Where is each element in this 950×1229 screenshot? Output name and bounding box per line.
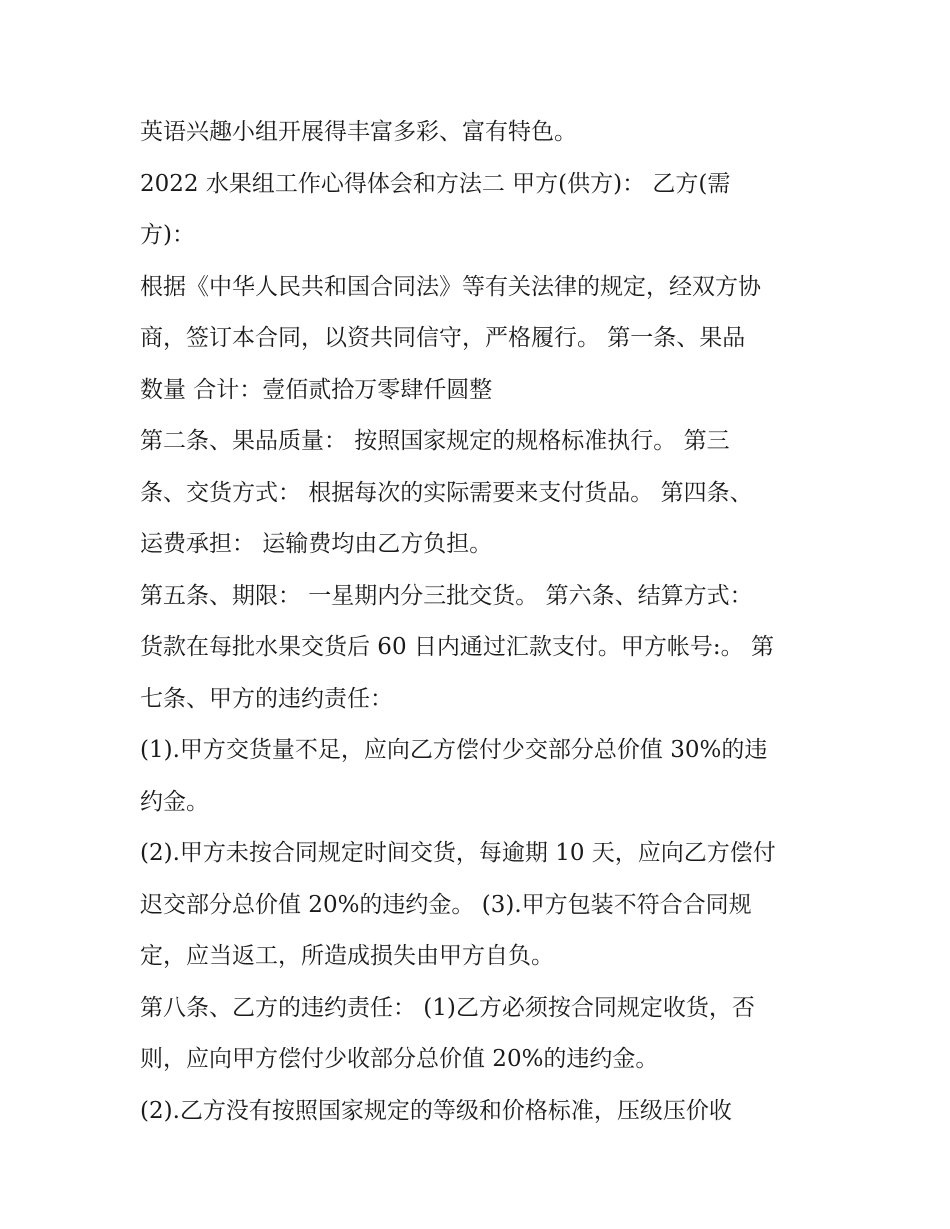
text-line: 第八条、乙方的违约责任： (1)乙方必须按合同规定收货，否: [140, 994, 755, 1021]
text-line: 则，应向甲方偿付少收部分总价值 20%的违约金。: [140, 1046, 659, 1072]
text-line: 第二条、果品质量： 按照国家规定的规格标准执行。 第三: [140, 428, 730, 454]
text-line: (2).甲方未按合同规定时间交货，每逾期 10 天，应向乙方偿付: [140, 840, 776, 866]
text-line: 数量 合计：壹佰贰拾万零肆仟圆整: [140, 376, 493, 403]
text-line: 根据《中华人民共和国合同法》等有关法律的规定，经双方协: [140, 273, 761, 300]
document-body: [140, 107, 820, 1137]
text-line: 定，应当返工，所造成损失由甲方自负。: [140, 943, 554, 969]
text-line: 第五条、期限： 一星期内分三批交货。 第六条、结算方式：: [140, 582, 753, 609]
text-line: 迟交部分总价值 20%的违约金。 (3).甲方包装不符合合同规: [140, 891, 752, 918]
text-line: 商，签订本合同，以资共同信守，严格履行。 第一条、果品: [140, 325, 746, 351]
text-line: (1).甲方交货量不足，应向乙方偿付少交部分总价值 30%的违: [140, 737, 768, 763]
text-line: 2022 水果组工作心得体会和方法二 甲方(供方)： 乙方(需: [140, 170, 731, 197]
text-line: 英语兴趣小组开展得丰富多彩、富有特色。: [140, 119, 577, 145]
text-line: 方)：: [140, 222, 195, 248]
text-line: (2).乙方没有按照国家规定的等级和价格标准，压级压价收: [140, 1097, 732, 1124]
text-line: 条、交货方式： 根据每次的实际需要来支付货品。 第四条、: [140, 479, 753, 506]
text-line: 七条、甲方的违约责任：: [140, 685, 393, 712]
text-line: 约金。: [140, 788, 209, 815]
text-line: 运费承担： 运输费均由乙方负担。: [140, 531, 493, 557]
text-line: 货款在每批水果交货后 60 日内通过汇款支付。甲方帐号:。 第: [140, 634, 774, 660]
